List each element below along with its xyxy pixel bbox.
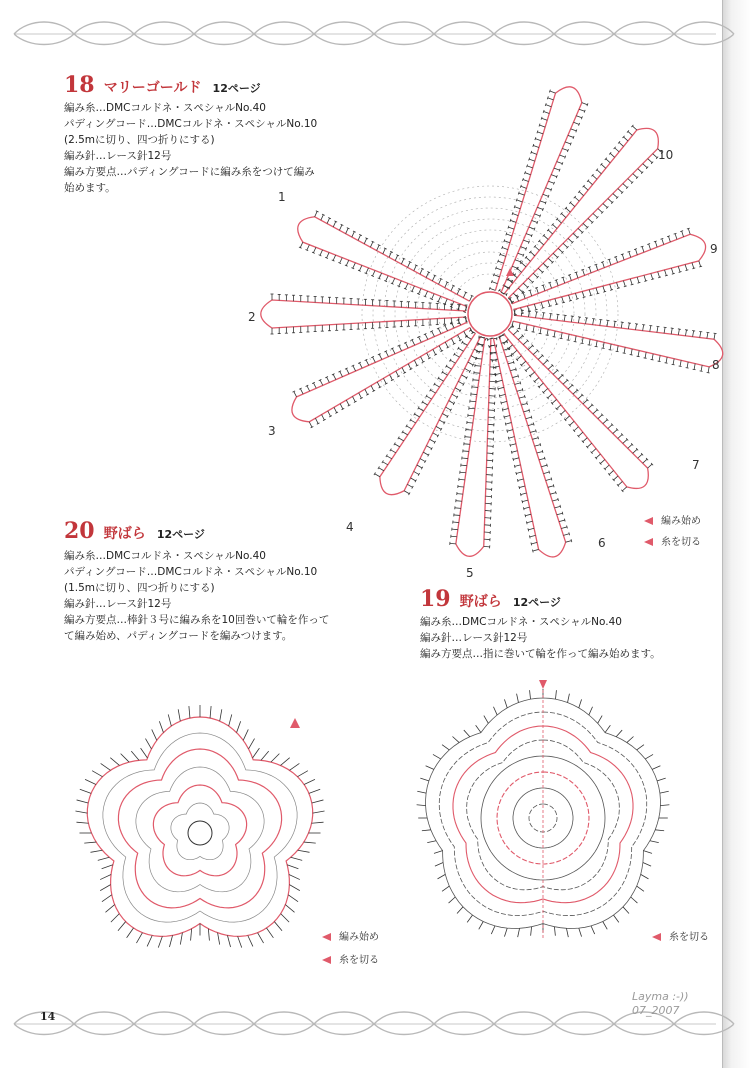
instruction-line: 編み方要点…指に巻いて輪を作って編み始めます。 (420, 648, 661, 660)
cut-arrow-icon (652, 933, 661, 941)
instruction-line: 編み針…レース針12号 (64, 598, 172, 610)
header-ornament (14, 22, 734, 45)
footer-ornament (14, 1012, 734, 1035)
petal-label-8: 8 (712, 358, 720, 372)
petal-label-4: 4 (346, 520, 354, 534)
start-arrow-icon (322, 933, 331, 941)
instruction-line: て編み始め、パディングコードを編みつけます。 (64, 630, 293, 642)
petal-label-5: 5 (466, 566, 474, 580)
pattern-18-instructions (64, 100, 317, 196)
instruction-line: 編み糸…DMCコルドネ・スペシャルNo.40 (420, 616, 622, 628)
pattern-number: 20 (64, 518, 95, 544)
pattern-18-header (64, 72, 261, 98)
page-reference: 12ページ (156, 528, 205, 541)
legend-start: 編み始め (661, 516, 701, 527)
marigold-chart (261, 87, 723, 557)
pattern-20-instructions (64, 548, 329, 644)
petal-label-2: 2 (248, 310, 256, 324)
page-reference: 12ページ (512, 596, 561, 609)
instruction-line: (2.5mに切り、四つ折りにする) (64, 134, 215, 146)
instruction-line: 編み糸…DMCコルドネ・スペシャルNo.40 (64, 102, 266, 114)
watermark-line: Layma :-)) (632, 990, 689, 1003)
pattern-19-legend (652, 928, 709, 943)
cut-arrow-icon (644, 538, 653, 546)
instruction-line: パディングコード…DMCコルドネ・スペシャルNo.10 (64, 118, 318, 130)
pattern-19-instructions (420, 614, 661, 662)
start-arrow-icon (644, 517, 653, 525)
petal-label-1: 1 (278, 190, 286, 204)
page-number: 14 (40, 1010, 56, 1023)
legend-cut: 糸を切る (661, 537, 701, 548)
instruction-line: 始めます。 (64, 182, 116, 194)
petal-label-3: 3 (268, 424, 276, 438)
pattern-20-header (64, 518, 205, 544)
pattern-title: 野ばら (103, 526, 146, 542)
legend-cut: 糸を切る (339, 955, 379, 966)
instruction-line: 編み糸…DMCコルドネ・スペシャルNo.40 (64, 550, 266, 562)
instruction-line: 編み方要点…棒針３号に編み糸を10回巻いて輪を作って (64, 614, 330, 626)
pattern-19-header (420, 586, 561, 612)
page-reference: 12ページ (212, 82, 261, 95)
petal-label-10: 10 (658, 148, 674, 162)
legend-start: 編み始め (339, 932, 379, 943)
petal-label-9: 9 (710, 242, 718, 256)
instruction-line: 編み方要点…パディングコードに編み糸をつけて編み (64, 166, 315, 178)
instruction-line: 編み針…レース針12号 (420, 632, 528, 644)
petal-label-7: 7 (692, 458, 700, 472)
pattern-number: 18 (64, 72, 95, 98)
legend-cut: 糸を切る (669, 932, 709, 943)
pattern-20-legend (322, 928, 379, 966)
pattern-title: 野ばら (459, 594, 502, 610)
watermark-line: 07_2007 (632, 1004, 680, 1017)
instruction-line: パディングコード…DMCコルドネ・スペシャルNo.10 (64, 566, 318, 578)
pattern-18-legend (644, 512, 701, 548)
cut-arrow-icon (322, 956, 331, 964)
wild-rose-20-chart (75, 705, 324, 948)
petal-label-6: 6 (598, 536, 606, 550)
pattern-number: 19 (420, 586, 451, 612)
wild-rose-19-chart (417, 680, 670, 938)
instruction-line: 編み針…レース針12号 (64, 150, 172, 162)
pattern-title: マリーゴールド (103, 80, 202, 96)
scanner-watermark (632, 990, 689, 1018)
instruction-line: (1.5mに切り、四つ折りにする) (64, 582, 215, 594)
